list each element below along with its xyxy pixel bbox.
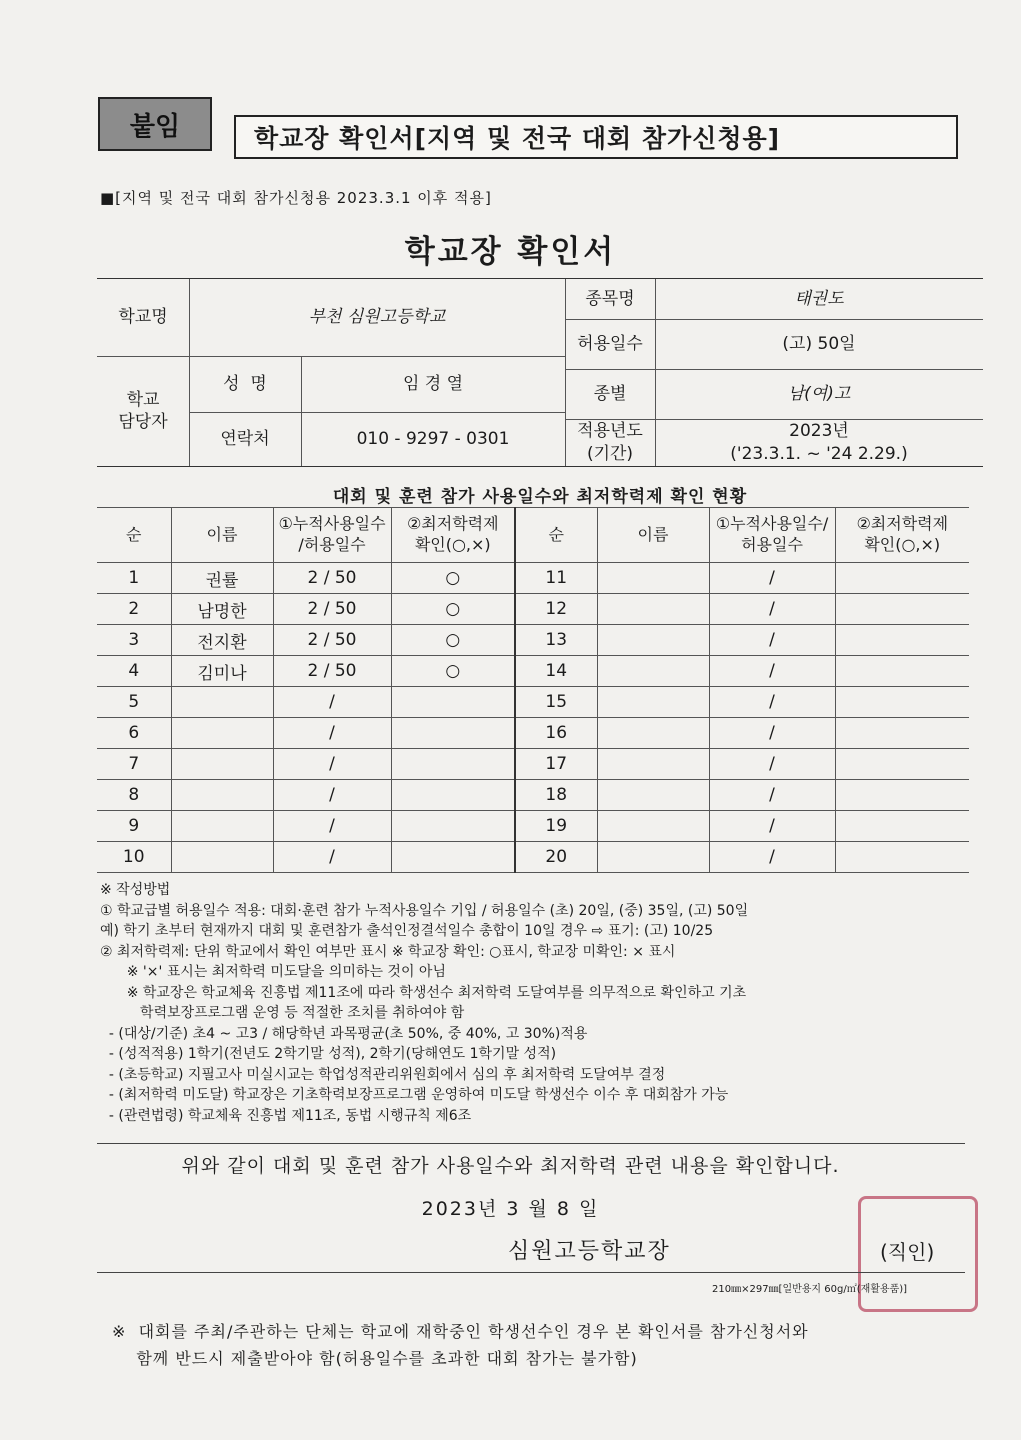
table-row: [97, 563, 969, 594]
row-number: 18: [515, 780, 597, 811]
row-number: 11: [515, 563, 597, 594]
min-grade-check: [835, 687, 969, 718]
school-name-label: 학교명: [118, 307, 168, 328]
student-name: 김미나: [171, 656, 273, 687]
table-row: [97, 687, 969, 718]
document-title: 학교장 확인서[지역 및 전국 대회 참가신청용]: [234, 115, 958, 159]
student-name: [171, 687, 273, 718]
period-range: ('23.3.1. ~ '24 2.29.): [730, 443, 908, 464]
issue-date: 2023년 3 월 8 일: [421, 1198, 600, 1220]
min-grade-check: [835, 594, 969, 625]
manager-label: 학교 담당자: [118, 389, 168, 432]
student-name: [171, 718, 273, 749]
used-days: /: [273, 842, 391, 873]
confirmation-text: 위와 같이 대회 및 훈련 참가 사용일수와 최저학력 관련 내용을 확인합니다.: [181, 1155, 840, 1177]
student-name: 남명한: [171, 594, 273, 625]
table-row: [97, 656, 969, 687]
note-line: ② 최저학력제: 단위 학교에서 확인 여부만 표시 ※ 학교장 확인: ○표시, 학교장 미확인: × 표시: [100, 943, 676, 960]
row-number: 2: [97, 594, 171, 625]
used-days: /: [709, 749, 835, 780]
seal-label: (직인): [880, 1240, 935, 1264]
min-grade-check: [835, 656, 969, 687]
used-days: /: [273, 780, 391, 811]
allowed-days-label: 허용일수: [577, 333, 643, 354]
used-days: /: [273, 749, 391, 780]
min-grade-check: [391, 811, 515, 842]
used-days: /: [273, 687, 391, 718]
table-row: [97, 718, 969, 749]
writing-instructions: [100, 880, 980, 1126]
row-number: 19: [515, 811, 597, 842]
footer-line: ※ 대회를 주최/주관하는 단체는 학교에 재학중인 학생선수인 경우 본 확인서를 참가신청서와: [112, 1322, 809, 1341]
used-days: /: [709, 656, 835, 687]
note-line: - (대상/기준) 초4 ~ 고3 / 해당학년 과목평균(초 50%, 중 40%, 고 30%)적용: [100, 1025, 588, 1042]
used-days: /: [709, 842, 835, 873]
student-name: [597, 687, 709, 718]
student-name: 권률: [171, 563, 273, 594]
row-number: 3: [97, 625, 171, 656]
min-grade-check: ○: [391, 625, 515, 656]
note-line: ※ 작성방법: [100, 882, 171, 898]
section-title: 대회 및 훈련 참가 사용일수와 최저학력제 확인 현황: [332, 487, 748, 507]
student-name: [171, 749, 273, 780]
used-days: 2 / 50: [273, 656, 391, 687]
row-number: 12: [515, 594, 597, 625]
min-grade-check: [391, 780, 515, 811]
footer-note: [112, 1318, 809, 1372]
note-line: 학력보장프로그램 운영 등 적절한 조치를 취하여야 함: [100, 1005, 465, 1021]
main-title: 학교장 확인서: [404, 234, 617, 270]
row-number: 5: [97, 687, 171, 718]
usage-table: [97, 507, 969, 873]
header-no: 순: [515, 508, 597, 563]
table-row: [97, 594, 969, 625]
note-line: - (성적적용) 1학기(전년도 2학기말 성적), 2학기(당해연도 1학기말 성적): [100, 1046, 557, 1062]
min-grade-check: [391, 687, 515, 718]
note-line: - (초등학교) 지필고사 미실시교는 학업성적관리위원회에서 심의 후 최저학력 도달여부 결정: [100, 1066, 666, 1083]
min-grade-check: [391, 718, 515, 749]
header-name: 이름: [597, 508, 709, 563]
student-name: [597, 718, 709, 749]
row-number: 17: [515, 749, 597, 780]
header-min-grade: ②최저학력제 확인(○,×): [391, 508, 515, 563]
note-line: - (관련법령) 학교체육 진흥법 제11조, 동법 시행규칙 제6조: [100, 1107, 472, 1124]
header-days: ①누적사용일수 /허용일수: [273, 508, 391, 563]
used-days: /: [709, 594, 835, 625]
period-label: 적용년도 (기간): [577, 421, 643, 464]
min-grade-check: [391, 842, 515, 873]
min-grade-check: [835, 749, 969, 780]
note-line: 예) 학기 초부터 현재까지 대회 및 훈련참가 출석인정결석일수 총합이 10일 경우 ⇨ 표기: (고) 10/25: [100, 923, 714, 939]
footer-line: 함께 반드시 제출받아야 함(허용일수를 초과한 대회 참가는 불가함): [112, 1349, 638, 1368]
student-name: [171, 811, 273, 842]
table-row: [97, 811, 969, 842]
note-line: ※ '×' 표시는 최저학력 미도달을 의미하는 것이 아님: [100, 964, 446, 980]
allowed-days-value: (고) 50일: [782, 333, 856, 354]
min-grade-check: [835, 811, 969, 842]
note-line: - (최저학력 미도달) 학교장은 기초학력보장프로그램 운영하여 미도달 학생선수 이수 후 대회참가 가능: [100, 1087, 729, 1103]
used-days: /: [709, 780, 835, 811]
row-number: 10: [97, 842, 171, 873]
note-line: ※ 학교장은 학교체육 진흥법 제11조에 따라 학생선수 최저학력 도달여부를 의무적으로 확인하고 기초: [100, 984, 747, 1001]
row-number: 9: [97, 811, 171, 842]
table-header-row: [97, 508, 969, 563]
student-name: [597, 594, 709, 625]
paper-spec: 210㎜×297㎜[일반용지 60g/㎡(재활용품)]: [712, 1284, 908, 1295]
contact-label: 연락처: [220, 428, 270, 449]
used-days: /: [709, 811, 835, 842]
used-days: /: [709, 563, 835, 594]
applicability-note: ■[지역 및 전국 대회 참가신청용 2023.3.1 이후 적용]: [100, 189, 492, 207]
note-line: ① 학교급별 허용일수 적용: 대회·훈련 참가 누적사용일수 기입 / 허용일수 (초) 20일, (중) 35일, (고) 50일: [100, 902, 749, 919]
min-grade-check: [835, 563, 969, 594]
row-number: 13: [515, 625, 597, 656]
row-number: 7: [97, 749, 171, 780]
row-number: 8: [97, 780, 171, 811]
student-name: [597, 563, 709, 594]
student-name: [597, 625, 709, 656]
table-row: [97, 749, 969, 780]
min-grade-check: ○: [391, 656, 515, 687]
used-days: /: [709, 687, 835, 718]
contact-value: 010 - 9297 - 0301: [356, 428, 510, 449]
sport-value: 태권도: [794, 288, 844, 309]
row-number: 1: [97, 563, 171, 594]
school-info-block: [97, 278, 983, 467]
min-grade-check: [835, 718, 969, 749]
header-days: ①누적사용일수/ 허용일수: [709, 508, 835, 563]
gender-label: 종별: [593, 383, 627, 404]
divider: [97, 1143, 965, 1144]
used-days: /: [709, 625, 835, 656]
manager-name-value: 임 경 열: [402, 373, 464, 394]
header-name: 이름: [171, 508, 273, 563]
attach-label: 붙임: [98, 97, 212, 151]
min-grade-check: [391, 749, 515, 780]
name-label: 성 명: [223, 373, 267, 394]
min-grade-check: [835, 780, 969, 811]
used-days: 2 / 50: [273, 594, 391, 625]
student-name: [171, 842, 273, 873]
row-number: 16: [515, 718, 597, 749]
row-number: 6: [97, 718, 171, 749]
used-days: /: [709, 718, 835, 749]
table-row: [97, 780, 969, 811]
used-days: /: [273, 811, 391, 842]
principal-name: 심원고등학교장: [508, 1239, 671, 1264]
student-name: [597, 656, 709, 687]
sport-label: 종목명: [585, 288, 635, 309]
period-value: [655, 419, 983, 466]
student-name: [597, 749, 709, 780]
min-grade-check: ○: [391, 594, 515, 625]
period-year: 2023년: [789, 421, 849, 442]
used-days: /: [273, 718, 391, 749]
table-row: [97, 625, 969, 656]
student-name: [597, 780, 709, 811]
min-grade-check: [835, 842, 969, 873]
header-no: 순: [97, 508, 171, 563]
row-number: 15: [515, 687, 597, 718]
divider: [97, 1272, 965, 1273]
school-name-value: 부천 심원고등학교: [308, 307, 446, 328]
student-name: [597, 842, 709, 873]
header-min-grade: ②최저학력제 확인(○,×): [835, 508, 969, 563]
row-number: 14: [515, 656, 597, 687]
used-days: 2 / 50: [273, 625, 391, 656]
min-grade-check: [835, 625, 969, 656]
gender-value: 남(여)고: [787, 383, 851, 404]
table-row: [97, 842, 969, 873]
used-days: 2 / 50: [273, 563, 391, 594]
student-name: [597, 811, 709, 842]
student-name: [171, 780, 273, 811]
row-number: 20: [515, 842, 597, 873]
student-name: 전지환: [171, 625, 273, 656]
row-number: 4: [97, 656, 171, 687]
min-grade-check: ○: [391, 563, 515, 594]
